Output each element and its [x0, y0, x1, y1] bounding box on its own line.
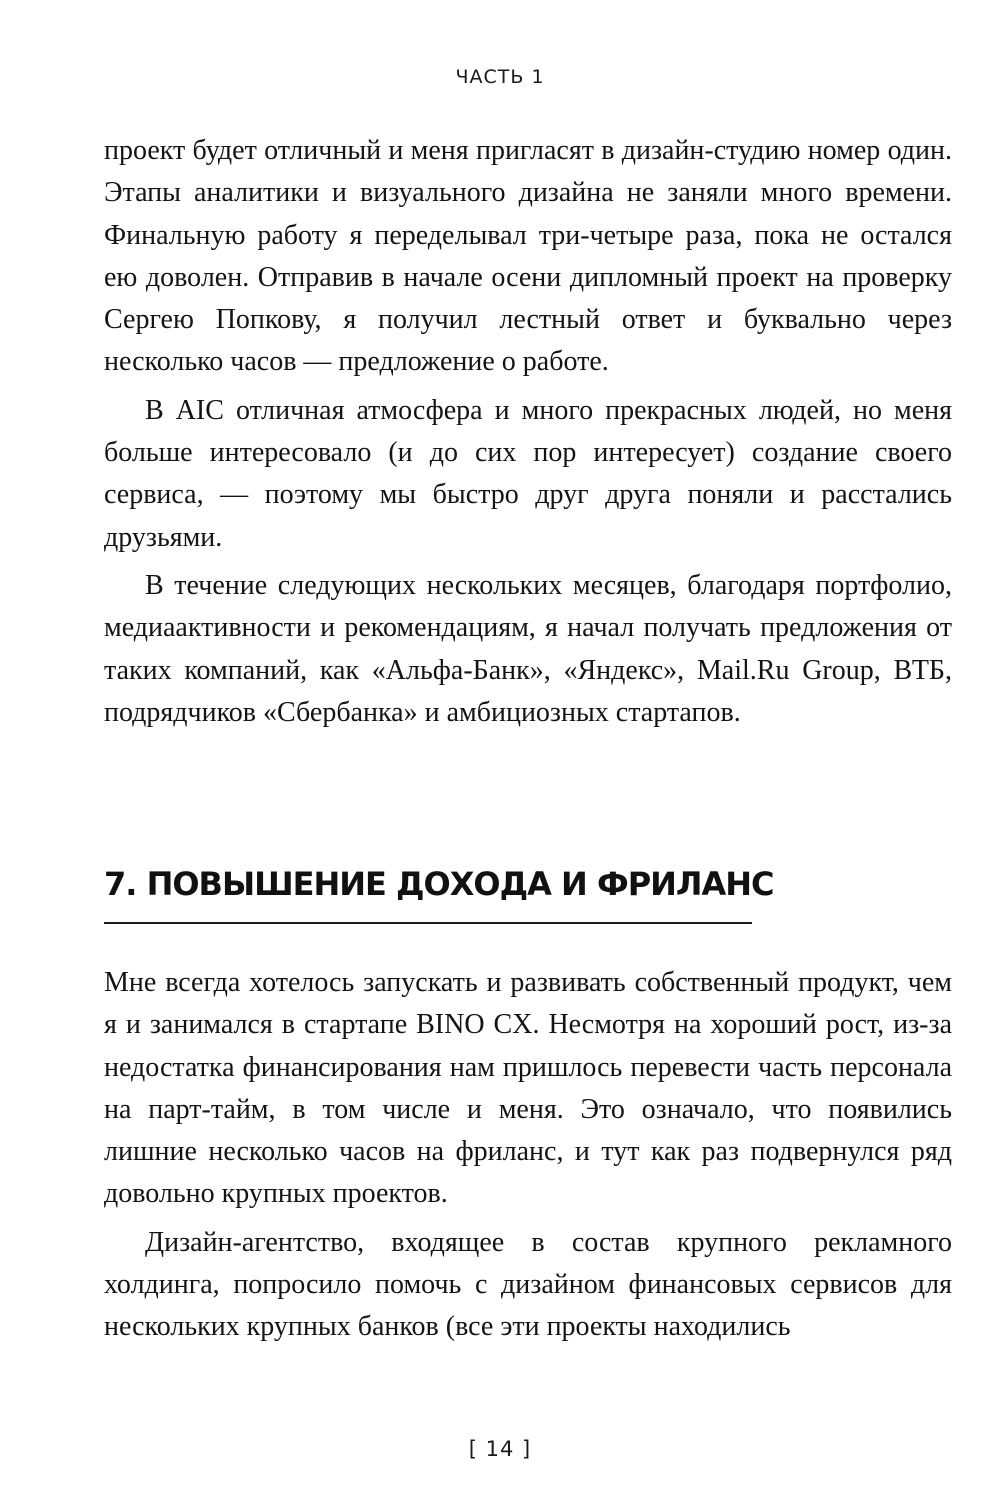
page-number: [ 14 ]: [468, 1437, 532, 1461]
heading-underline: [104, 922, 752, 924]
paragraph-job-offers: В течение следующих нескольких месяцев, благодаря портфолио, медиаактивности и рекомендациям, я начал получать предложения от таких компаний, как «Альфа-Банк», «Яндекс», Mail.Ru Group, ВТБ, подрядчиков «Сбербанка» и амбициозных стартапов.: [104, 569, 952, 728]
paragraph-design-agency: Дизайн-агентство, входящее в состав крупного рекламного холдинга, попросило помочь с дизайном финансовых сервисов для нескольких крупных банков (все эти проекты находились: [104, 1226, 952, 1343]
paragraph-continuation: проект будет отличный и меня пригласят в дизайн-студию номер один. Этапы аналитики и визуального дизайна не заняли много времени. Финальную работу я переделывал три-четыре раза, пока не остался ею доволен. Отправив в начале осени дипломный проект на проверку Сергею Попкову, я получил лестный ответ и буквально через несколько часов — предложение о работе.: [104, 135, 952, 378]
running-head: ЧАСТЬ 1: [455, 66, 545, 88]
text-block-before-heading: [104, 130, 952, 734]
text-block-after-heading: [104, 962, 952, 1349]
paragraph-aic: В AIC отличная атмосфера и много прекрасных людей, но меня больше интересовало (и до сих пор интересует) создание своего сервиса, — поэтому мы быстро друг друга поняли и расстались друзьями.: [104, 394, 952, 553]
section-heading: 7. ПОВЫШЕНИЕ ДОХОДА И ФРИЛАНС: [104, 865, 774, 903]
paragraph-freelance-start: Мне всегда хотелось запускать и развивать собственный продукт, чем я и занимался в стартапе BINO CX. Несмотря на хороший рост, из-за недостатка финансирования нам пришлось перевести часть персонала на парт-тайм, в том числе и меня. Это означало, что появились лишние несколько часов на фриланс, и тут как раз подвернулся ряд довольно крупных проектов.: [104, 967, 952, 1210]
